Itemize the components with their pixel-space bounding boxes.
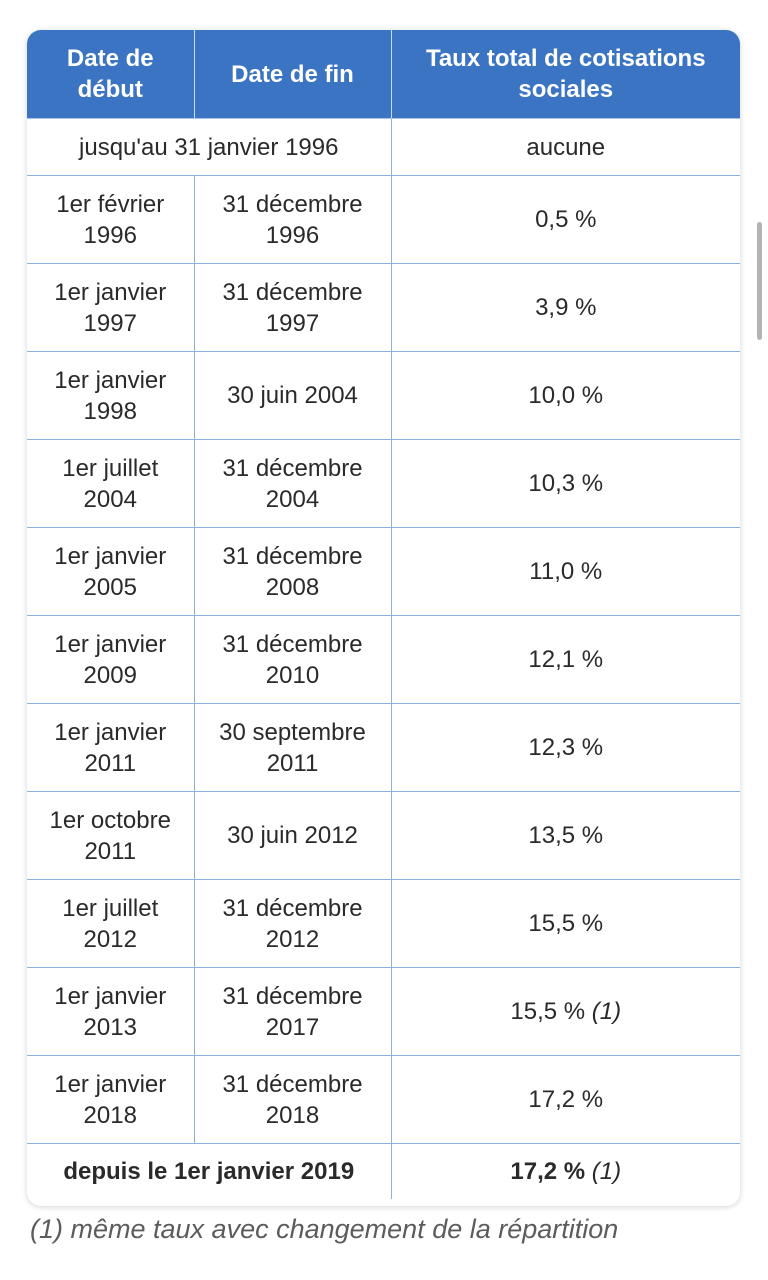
rate-value: 12,1 % — [528, 646, 604, 673]
end-date-cell: 31 décembre 2012 — [194, 880, 391, 968]
start-date-cell: 1er juillet 2012 — [27, 880, 194, 968]
table-header-row — [27, 30, 740, 119]
table-row-last — [27, 1144, 740, 1200]
end-date-cell: 31 décembre 2008 — [194, 528, 391, 616]
start-date-cell: 1er juillet 2004 — [27, 440, 194, 528]
rate-cell — [391, 704, 740, 792]
table-row — [27, 880, 740, 968]
end-date-cell: 30 juin 2012 — [194, 792, 391, 880]
table-row — [27, 792, 740, 880]
table-row — [27, 440, 740, 528]
rate-value: 13,5 % — [528, 822, 604, 849]
start-date-cell: 1er janvier 2013 — [27, 968, 194, 1056]
start-date-cell: 1er janvier 2018 — [27, 1056, 194, 1144]
header-start-date: Date de début — [27, 30, 194, 119]
rate-value: 15,5 % — [528, 910, 604, 937]
rate-cell — [391, 616, 740, 704]
end-date-cell: 31 décembre 2004 — [194, 440, 391, 528]
rate-cell — [391, 1144, 740, 1200]
contribution-rate-table-card — [27, 30, 740, 1206]
end-date-cell: 31 décembre 1996 — [194, 176, 391, 264]
start-date-cell: 1er janvier 2011 — [27, 704, 194, 792]
contribution-rate-table — [27, 30, 740, 1199]
rate-cell: aucune — [391, 119, 740, 176]
period-cell: depuis le 1er janvier 2019 — [27, 1144, 391, 1200]
start-date-cell: 1er février 1996 — [27, 176, 194, 264]
footnote: (1) même taux avec changement de la répartition — [30, 1214, 619, 1244]
rate-value: 12,3 % — [528, 734, 604, 761]
rate-cell — [391, 880, 740, 968]
table-row — [27, 704, 740, 792]
rate-value: 0,5 % — [535, 206, 597, 233]
period-cell: jusqu'au 31 janvier 1996 — [27, 119, 391, 176]
footnote-reference: (1) — [591, 1158, 622, 1185]
header-total-rate: Taux total de cotisations sociales — [391, 30, 740, 119]
footnote-reference: (1) — [591, 998, 622, 1025]
rate-cell — [391, 264, 740, 352]
rate-cell — [391, 352, 740, 440]
rate-value: 17,2 % — [528, 1086, 604, 1113]
start-date-cell: 1er janvier 1997 — [27, 264, 194, 352]
start-date-cell: 1er janvier 1998 — [27, 352, 194, 440]
start-date-cell: 1er octobre 2011 — [27, 792, 194, 880]
table-row — [27, 968, 740, 1056]
rate-value: 15,5 % — [510, 998, 586, 1025]
rate-value: 10,3 % — [528, 470, 604, 497]
table-row — [27, 616, 740, 704]
table-row-first — [27, 119, 740, 176]
end-date-cell: 31 décembre 2017 — [194, 968, 391, 1056]
end-date-cell: 30 juin 2004 — [194, 352, 391, 440]
rate-value: 11,0 % — [529, 558, 603, 585]
rate-cell — [391, 1056, 740, 1144]
end-date-cell: 30 septembre 2011 — [194, 704, 391, 792]
end-date-cell: 31 décembre 1997 — [194, 264, 391, 352]
table-row — [27, 528, 740, 616]
table-row — [27, 176, 740, 264]
start-date-cell: 1er janvier 2009 — [27, 616, 194, 704]
table-row — [27, 264, 740, 352]
rate-cell — [391, 792, 740, 880]
rate-cell — [391, 528, 740, 616]
rate-value: 17,2 % — [510, 1158, 586, 1185]
end-date-cell: 31 décembre 2018 — [194, 1056, 391, 1144]
table-row — [27, 352, 740, 440]
header-end-date: Date de fin — [194, 30, 391, 119]
start-date-cell: 1er janvier 2005 — [27, 528, 194, 616]
end-date-cell: 31 décembre 2010 — [194, 616, 391, 704]
rate-cell — [391, 968, 740, 1056]
scrollbar[interactable] — [757, 222, 762, 340]
rate-value: 10,0 % — [528, 382, 604, 409]
rate-cell — [391, 440, 740, 528]
table-row — [27, 1056, 740, 1144]
rate-value: 3,9 % — [535, 294, 597, 321]
rate-cell — [391, 176, 740, 264]
